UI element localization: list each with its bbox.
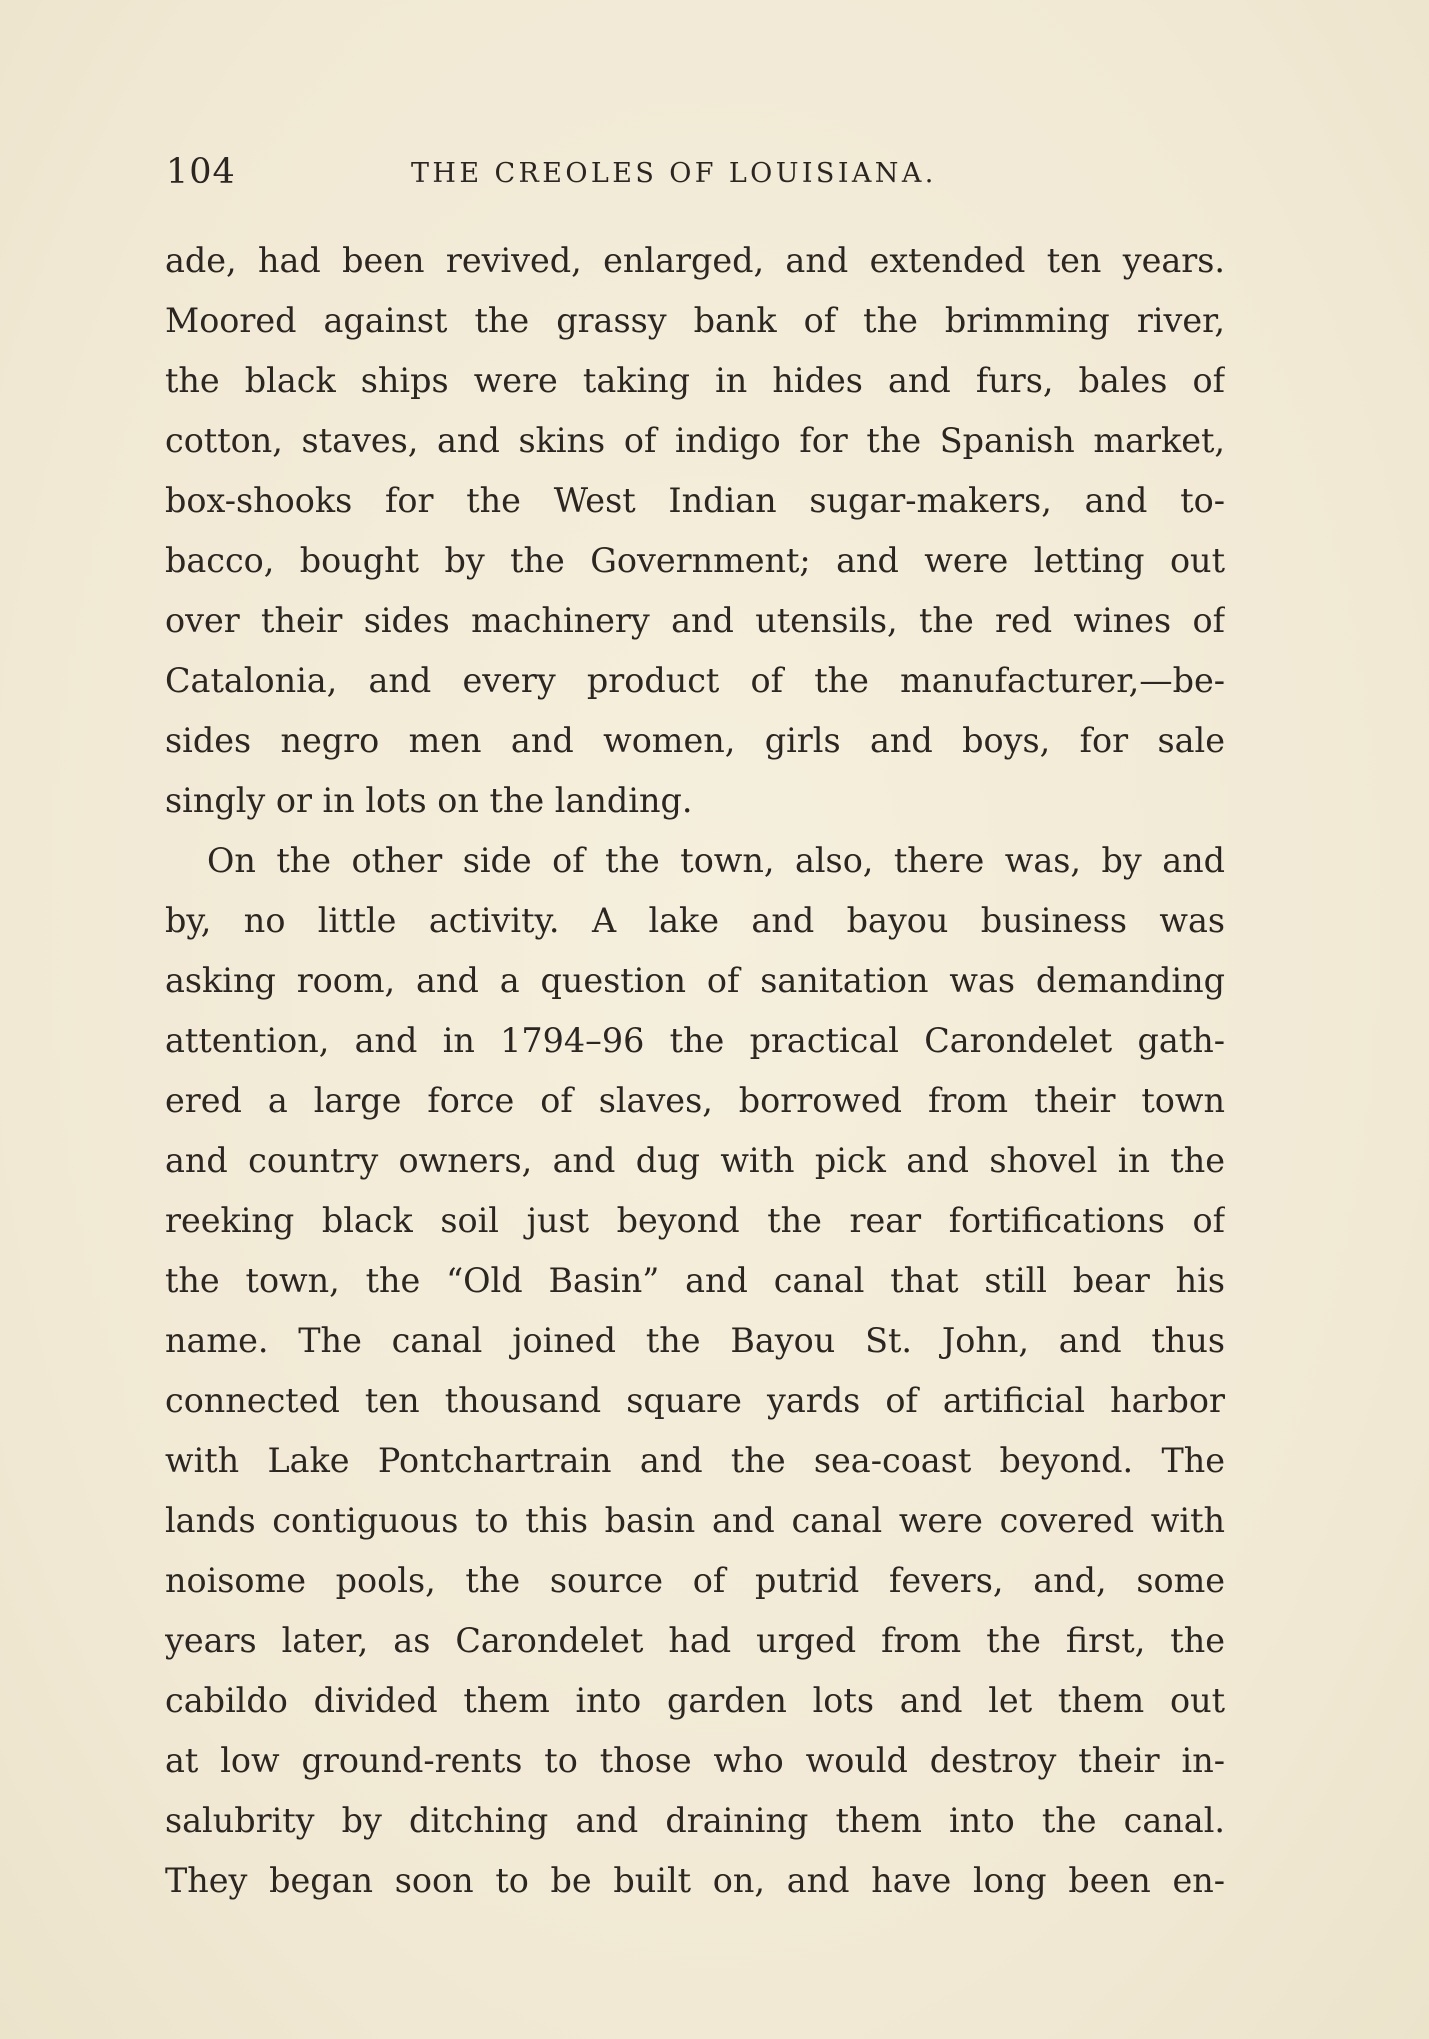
- text-line: noisome pools, the source of putrid fevers, and, some: [165, 1561, 1225, 1600]
- text-line: cabildo divided them into garden lots and let them out: [165, 1681, 1225, 1720]
- text-line: the black ships were taking in hides and furs, bales of: [165, 361, 1225, 400]
- text-line: singly or in lots on the landing.: [165, 781, 693, 820]
- text-line: Moored against the grassy bank of the brimming river,: [165, 301, 1225, 340]
- text-line: attention, and in 1794–96 the practical Carondelet gath-: [165, 1021, 1225, 1060]
- text-line: sides negro men and women, girls and boys, for sale: [165, 721, 1225, 760]
- text-line: lands contiguous to this basin and canal were covered with: [165, 1501, 1225, 1540]
- text-line: and country owners, and dug with pick and shovel in the: [165, 1141, 1225, 1180]
- text-line: name. The canal joined the Bayou St. John, and thus: [165, 1321, 1225, 1360]
- text-line: years later, as Carondelet had urged from the first, the: [165, 1621, 1225, 1660]
- text-line: ered a large force of slaves, borrowed from their town: [165, 1081, 1225, 1120]
- text-line: bacco, bought by the Government; and were letting out: [165, 541, 1225, 580]
- body-text: [165, 231, 1225, 1911]
- page-number: 104: [166, 152, 236, 192]
- page-header: [166, 152, 1226, 202]
- text-line: connected ten thousand square yards of artificial harbor: [165, 1381, 1225, 1420]
- text-line: On the other side of the town, also, there was, by and: [207, 841, 1225, 880]
- text-line: by, no little activity. A lake and bayou business was: [165, 901, 1225, 940]
- text-line: reeking black soil just beyond the rear fortifications of: [165, 1201, 1225, 1240]
- text-line: They began soon to be built on, and have long been en-: [165, 1861, 1225, 1900]
- text-line: with Lake Pontchartrain and the sea-coast beyond. The: [165, 1441, 1225, 1480]
- text-line: salubrity by ditching and draining them into the canal.: [165, 1801, 1225, 1840]
- running-head: THE CREOLES OF LOUISIANA.: [411, 158, 937, 189]
- text-line: box-shooks for the West Indian sugar-makers, and to-: [165, 481, 1225, 520]
- text-line: the town, the “Old Basin” and canal that still bear his: [165, 1261, 1225, 1300]
- text-line: over their sides machinery and utensils, the red wines of: [165, 601, 1225, 640]
- text-line: Catalonia, and every product of the manufacturer,—be-: [165, 661, 1225, 700]
- text-line: cotton, staves, and skins of indigo for the Spanish market,: [165, 421, 1225, 460]
- text-line: at low ground-rents to those who would destroy their in-: [165, 1741, 1225, 1780]
- text-line: ade, had been revived, enlarged, and extended ten years.: [165, 241, 1225, 280]
- text-line: asking room, and a question of sanitation was demanding: [165, 961, 1225, 1000]
